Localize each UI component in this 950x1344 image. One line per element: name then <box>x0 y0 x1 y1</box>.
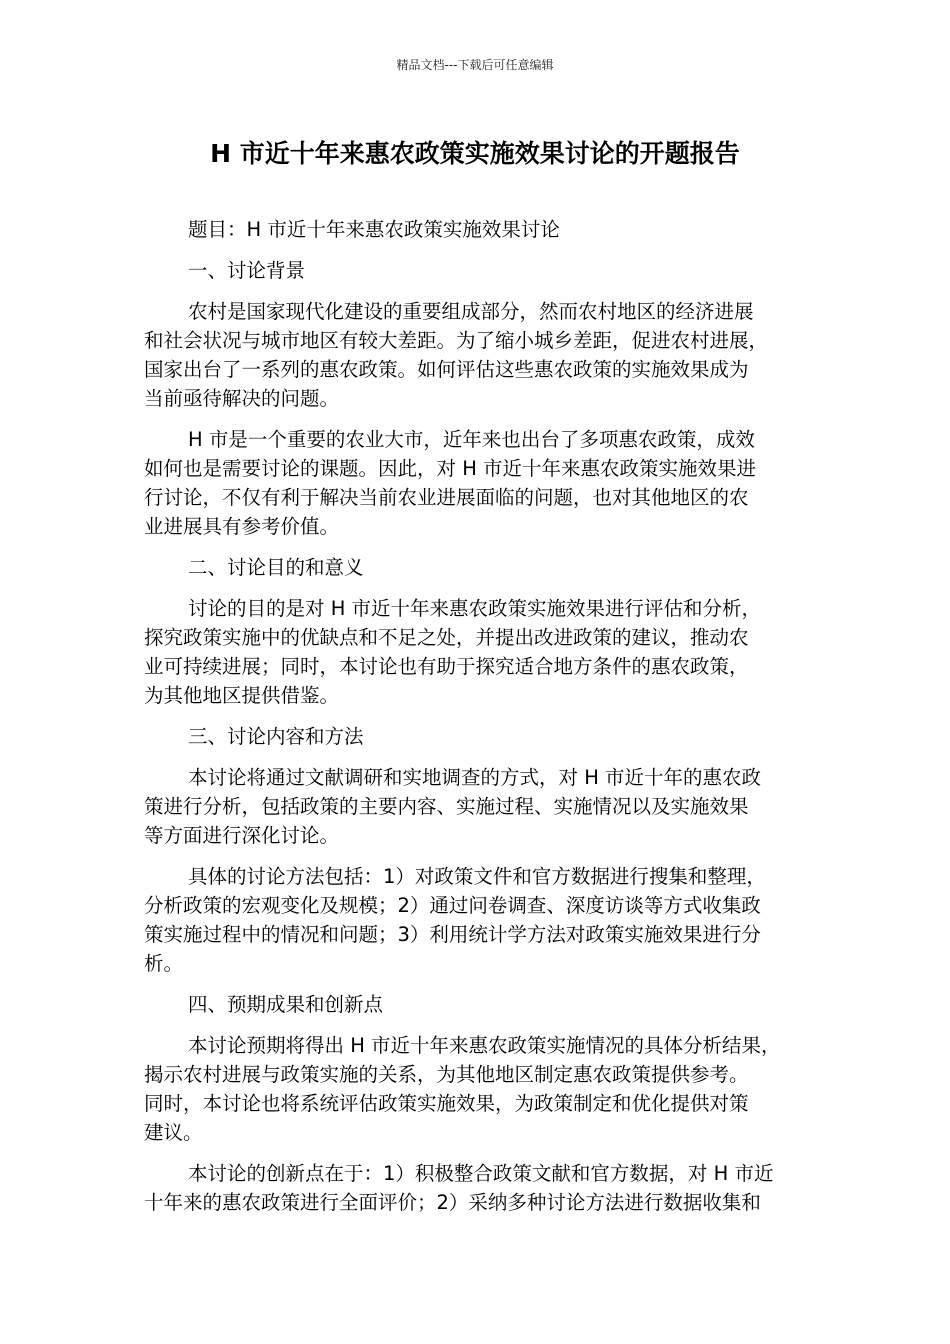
paragraph-purpose <box>144 594 810 710</box>
text-line: 本讨论预期将得出 H 市近十年来惠农政策实施情况的具体分析结果， <box>188 1034 781 1057</box>
text-line: 为其他地区提供借鉴。 <box>144 684 340 707</box>
text-line: 本讨论的创新点在于：1）积极整合政策文献和官方数据，对 H 市近 <box>188 1162 774 1185</box>
document-title: H 市近十年来惠农政策实施效果讨论的开题报告 <box>210 139 740 168</box>
section-heading-outcomes: 四、预期成果和创新点 <box>188 993 384 1016</box>
text-line: 业进展具有参考价值。 <box>144 515 340 538</box>
paragraph-outcomes-2 <box>144 1159 810 1217</box>
text-line: 业可持续进展；同时，本讨论也有助于探究适合地方条件的惠农政策， <box>144 655 749 678</box>
paragraph-background-1 <box>144 297 810 413</box>
page-header: 精品文档---下载后可任意编辑 <box>396 58 554 72</box>
section-heading-background: 一、讨论背景 <box>188 259 306 282</box>
text-line: 同时，本讨论也将系统评估政策实施效果，为政策制定和优化提供对策 <box>144 1092 749 1115</box>
text-line: 本讨论将通过文献调研和实地调查的方式，对 H 市近十年的惠农政 <box>188 766 762 789</box>
paragraph-methods-2 <box>144 862 810 978</box>
text-line: 具体的讨论方法包括：1）对政策文件和官方数据进行搜集和整理， <box>188 865 766 888</box>
section-heading-methods: 三、讨论内容和方法 <box>188 725 364 748</box>
text-line: 当前亟待解决的问题。 <box>144 387 340 410</box>
text-line: 和社会状况与城市地区有较大差距。为了缩小城乡差距，促进农村进展， <box>144 329 769 352</box>
text-line: 探究政策实施中的优缺点和不足之处，并提出改进政策的建议，推动农 <box>144 626 749 649</box>
paragraph-methods-1 <box>144 763 810 850</box>
text-line: 如何也是需要讨论的课题。因此，对 H 市近十年来惠农政策实施效果进 <box>144 457 757 480</box>
text-line: H 市是一个重要的农业大市，近年来也出台了多项惠农政策，成效 <box>188 428 755 451</box>
text-line: 十年来的惠农政策进行全面评价；2）采纳多种讨论方法进行数据收集和 <box>144 1191 761 1214</box>
text-line: 农村是国家现代化建设的重要组成部分，然而农村地区的经济进展 <box>188 300 754 323</box>
text-line: 揭示农村进展与政策实施的关系，为其他地区制定惠农政策提供参考。 <box>144 1063 749 1086</box>
text-line: 行讨论，不仅有利于解决当前农业进展面临的问题，也对其他地区的农 <box>144 486 749 509</box>
paragraph-outcomes-1 <box>144 1031 810 1147</box>
text-line: 建议。 <box>144 1121 203 1144</box>
text-line: 国家出台了一系列的惠农政策。如何评估这些惠农政策的实施效果成为 <box>144 358 749 381</box>
text-line: 策实施过程中的情况和问题；3）利用统计学方法对政策实施效果进行分 <box>144 923 761 946</box>
section-heading-purpose: 二、讨论目的和意义 <box>188 556 364 579</box>
topic-line: 题目：H 市近十年来惠农政策实施效果讨论 <box>188 218 560 241</box>
paragraph-background-2 <box>144 425 810 541</box>
text-line: 讨论的目的是对 H 市近十年来惠农政策实施效果进行评估和分析， <box>188 597 762 620</box>
text-line: 析。 <box>144 952 184 975</box>
text-line: 分析政策的宏观变化及规模；2）通过问卷调查、深度访谈等方式收集政 <box>144 894 761 917</box>
document-body <box>144 215 810 1217</box>
text-line: 策进行分析，包括政策的主要内容、实施过程、实施情况以及实施效果 <box>144 795 749 818</box>
text-line: 等方面进行深化讨论。 <box>144 824 340 847</box>
